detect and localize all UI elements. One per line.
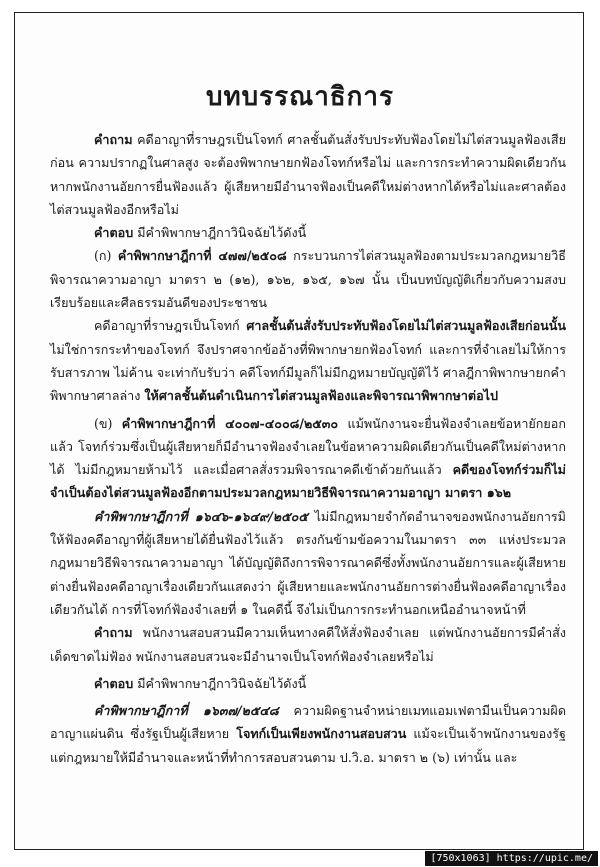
- ruling-text: แม้จะเป็นเจ้าพนักงานของรัฐ แต่กฎหมายให้มีอำนาจและหน้าที่ทำการสอบสวนตาม ป.วิ.อ. มาตรา ๒ (๖) เท่านั้น และ: [50, 726, 566, 765]
- ruling-label: คำพิพากษาฎีกาที่ ๑๖๓๗/๒๕๔๘: [94, 703, 279, 719]
- ruling-label: คำพิพากษาฎีกาที่ ๑๖๔๖-๑๖๔๙/๒๕๐๕: [94, 508, 308, 524]
- ruling-prefix: (ข): [94, 415, 122, 431]
- ruling-c: [50, 505, 566, 621]
- ruling-emphasis: ศาลชั้นต้นสั่งรับประทับฟ้องโดยไม่ไต่สวนมูลฟ้องเสียก่อนนั้น: [246, 318, 566, 334]
- answer-text: มีคำพิพากษาฎีกาวินิจฉัยไว้ดังนี้: [133, 675, 307, 691]
- ruling-text: ไม่ใช่การกระทำของโจทก์ จึงปราศจากข้ออ้างที่พิพากษายกฟ้องโจทก์ และการที่จำเลยไม่ให้การรับสารภาพ ไม่ค้าน จะเท่ากับรับว่า คดีโจทก์มีมูลก็ไม่มีกฎหมายบัญญัติไว้ ศาลฎีกาพิพากษายกคำพิพากษาศาลล่าง: [50, 341, 566, 404]
- ruling-text: แม้พนักงานจะยื่นฟ้องจำเลยข้อหายักยอกแล้ว โจทก์ร่วมซึ่งเป็นผู้เสียหายก็มีอำนาจฟ้องจำเลยในข้อหาความผิดเดียวกันเป็นคดีใหม่ต่างหากได้ ไม่มีกฎหมายห้ามไว้ และเมื่อศาลสั่งรวมพิจารณาคดีเข้าด้วยกันแล้ว: [50, 415, 566, 478]
- ruling-text: กระบวนการไต่สวนมูลฟ้องตามประมวลกฎหมายวิธีพิจารณาความอาญา มาตรา ๒ (๑๒), ๑๖๒, ๑๖๕, ๑๖๗ นั้น เป็นบทบัญญัติเกี่ยวกับความสงบเรียบร้อยและศีลธรรมอันดีของประชาชน: [50, 248, 566, 311]
- answer-text: มีคำพิพากษาฎีกาวินิจฉัยไว้ดังนี้: [133, 225, 307, 241]
- source-watermark: [750x1063] https://upic.me/: [425, 851, 598, 866]
- ruling-label: คำพิพากษาฎีกาที่ ๔๐๐๗-๔๐๐๘/๒๕๓๐: [121, 415, 339, 431]
- ruling-text: คดีอาญาที่ราษฎรเป็นโจทก์: [94, 318, 247, 334]
- ruling-a: [50, 244, 566, 314]
- ruling-text: ความผิดฐานจำหน่ายเมทแอมเฟตามีนเป็นความผิดอาญาแผ่นดิน ซึ่งรัฐเป็นผู้เสียหาย: [50, 703, 566, 742]
- ruling-d: [50, 699, 566, 769]
- ruling-emphasis: คดีของโจทก์ร่วมก็ไม่จำเป็นต้องไต่สวนมูลฟ้องอีกตามประมวลกฎหมายวิธีพิจารณาความอาญา มาตรา ๑๖๒: [50, 462, 566, 501]
- ruling-prefix: (ก): [94, 248, 118, 264]
- ruling-b: [50, 412, 566, 505]
- answer-label: คำตอบ: [94, 675, 134, 691]
- answer-label: คำตอบ: [94, 225, 134, 241]
- ruling-label: คำพิพากษาฎีกาที่ ๔๗๗/๒๕๐๘: [117, 248, 287, 264]
- question-text: คดีอาญาที่ราษฎรเป็นโจทก์ ศาลชั้นต้นสั่งรับประทับฟ้องโดยไม่ไต่สวนมูลฟ้องเสียก่อน ความปรากฏในศาลสูง จะต้องพิพากษายกฟ้องโจทก์หรือไม่ และการกระทำความผิดเดียวกันหากพนักงานอัยการยื่นฟ้องแล้ว ผู้เสียหายมีอำนาจฟ้องเป็นคดีใหม่ต่างหากได้หรือไม่และศาลต้องไต่สวนมูลฟ้องอีกหรือไม่: [50, 132, 566, 217]
- question-label: คำถาม: [94, 625, 133, 641]
- answer-2: [50, 672, 566, 695]
- question-label: คำถาม: [94, 132, 133, 147]
- question-1: [50, 128, 566, 221]
- editorial-body: [50, 128, 566, 769]
- ruling-emphasis: โจทก์เป็นเพียงพนักงานสอบสวน: [236, 726, 407, 742]
- ruling-a-detail: [50, 314, 566, 407]
- page-title: บทบรรณาธิการ: [206, 82, 394, 112]
- ruling-text: ไม่มีกฎหมายจำกัดอำนาจของพนักงานอัยการมิให้ฟ้องคดีอาญาที่ผู้เสียหายได้ยื่นฟ้องไว้แล้ว ตรงกันข้ามข้อความในมาตรา ๓๓ แห่งประมวลกฎหมายวิธีพิจารณาความอาญา ได้บัญญัติถึงการพิจารณาคดีซึ่งทั้งพนักงานอัยการและผู้เสียหายต่างยื่นฟ้องคดีอาญาเรื่องเดียวกันแสดงว่า ผู้เสียหายและพนักงานอัยการต่างยื่นฟ้องคดีอาญาเรื่องเดียวกันได้ การที่โจทก์ฟ้องจำเลยที่ ๑ ในคดีนี้ จึงไม่เป็นการกระทำนอกเหนืออำนาจหน้าที่: [50, 508, 566, 617]
- ruling-emphasis: ให้ศาลชั้นต้นดำเนินการไต่สวนมูลฟ้องและพิจารณาพิพากษาต่อไป: [144, 388, 498, 404]
- question-2: [50, 621, 566, 668]
- answer-1: [50, 221, 566, 244]
- question-text: พนักงานสอบสวนมีความเห็นทางคดีให้สั่งฟ้องจำเลย แต่พนักงานอัยการมีคำสั่งเด็ดขาดไม่ฟ้อง พนักงานสอบสวนจะมีอำนาจเป็นโจทก์ฟ้องจำเลยหรือไม่: [50, 625, 566, 664]
